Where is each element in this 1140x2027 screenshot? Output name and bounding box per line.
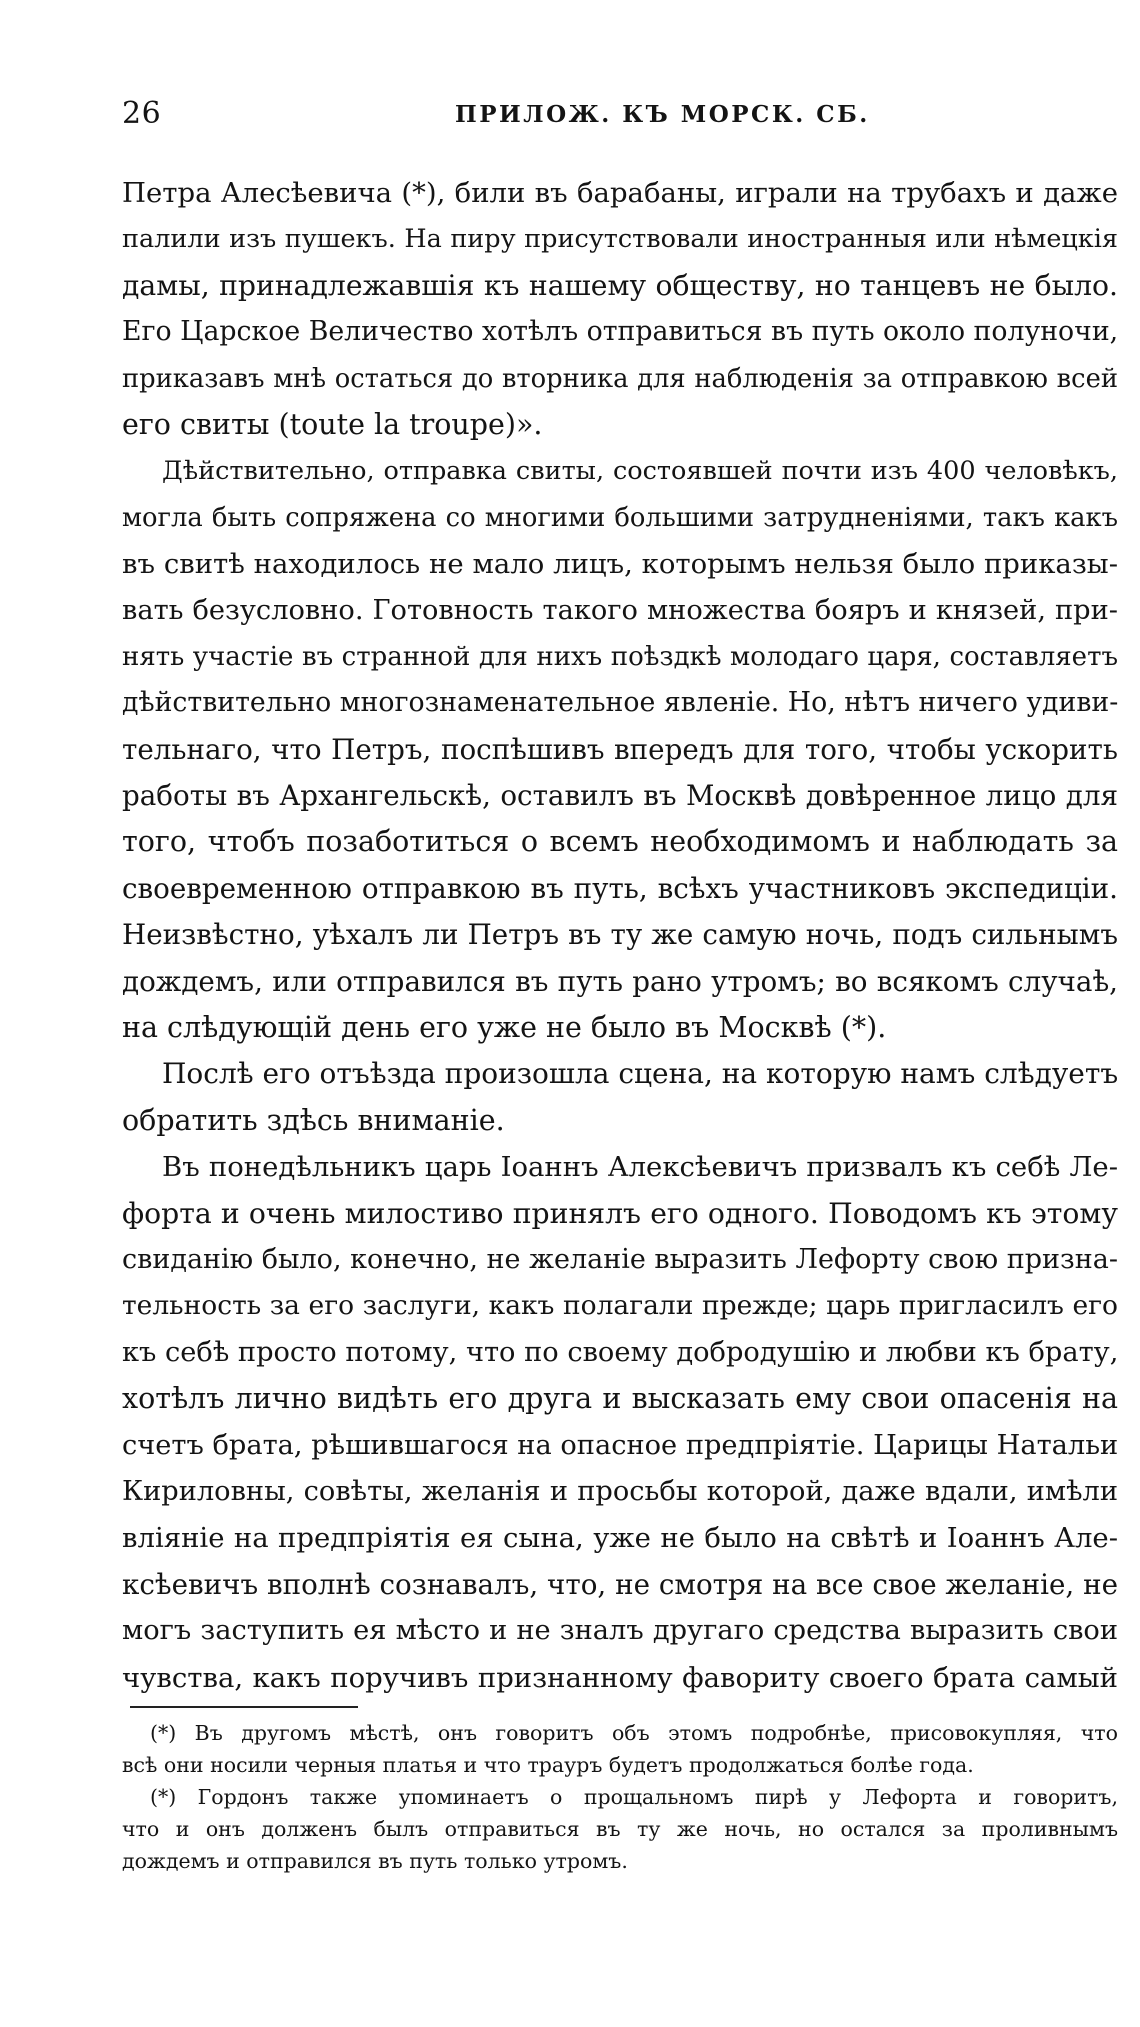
- body-line: могла быть сопряжена со многими большими затрудненіями, такъ какъ: [122, 502, 1118, 533]
- body-line: Петра Алесѣевича (*), били въ барабаны, играли на трубахъ и даже: [122, 177, 1118, 209]
- body-line: свиданію было, конечно, не желаніе выразить Лефорту свою призна-: [122, 1243, 1118, 1275]
- footnote-line: дождемъ и отправился въ путь только утромъ.: [122, 1849, 628, 1873]
- body-line: тельность за его заслуги, какъ полагали прежде; царь пригласилъ его: [122, 1290, 1118, 1322]
- body-line: палили изъ пушекъ. На пиру присутствовали иностранныя или нѣмецкія: [122, 224, 1118, 255]
- body-line: вать безусловно. Готовность такого множества бояръ и князей, при-: [122, 594, 1118, 626]
- footnote-line: что и онъ долженъ былъ отправиться въ ту же ночь, но остался за проливнымъ: [122, 1817, 1118, 1841]
- body-line: дамы, принадлежавшія къ нашему обществу, но танцевъ не было.: [122, 268, 1118, 302]
- body-line: чувства, какъ поручивъ признанному фавориту своего брата самый: [122, 1661, 1118, 1694]
- body-line: работы въ Архангельскѣ, оставилъ въ Москвѣ довѣренное лицо для: [122, 779, 1118, 813]
- body-line: Его Царское Величество хотѣлъ отправиться въ путь около полуночи,: [122, 316, 1119, 348]
- body-line: Неизвѣстно, уѣхалъ ли Петръ въ ту же самую ночь, подъ сильнымъ: [122, 918, 1118, 952]
- body-line: дѣйствительно многознаменательное явленіе. Но, нѣтъ ничего удиви-: [122, 687, 1119, 719]
- footnote-line: всѣ они носили черныя платья и что трауръ будетъ продолжаться болѣе года.: [122, 1753, 974, 1777]
- body-line: его свиты (toute la troupe)».: [122, 407, 543, 441]
- body-line: дождемъ, или отправился въ путь рано утромъ; во всякомъ случаѣ,: [122, 964, 1118, 998]
- body-line: Кириловны, совѣты, желанія и просьбы которой, даже вдали, имѣли: [122, 1475, 1118, 1507]
- body-line: тельнаго, что Петръ, поспѣшивъ впередъ для того, чтобы ускорить: [122, 732, 1118, 766]
- body-line: вліяніе на предпріятія ея сына, уже не было на свѣтѣ и Іоаннъ Але-: [122, 1522, 1118, 1555]
- body-line: Послѣ его отъѣзда произошла сцена, на которую намъ слѣдуетъ: [162, 1057, 1119, 1091]
- footnotes: [122, 1717, 1118, 1877]
- footnote-divider: [130, 1706, 358, 1708]
- body-text: [122, 170, 1118, 1701]
- footnote-line: (*) Въ другомъ мѣстѣ, онъ говоритъ объ этомъ подробнѣе, присовокупляя, что: [150, 1721, 1118, 1745]
- body-line: приказавъ мнѣ остаться до вторника для наблюденія за отправкою всей: [122, 363, 1118, 394]
- body-line: счетъ брата, рѣшившагося на опасное предпріятіе. Царицы Натальи: [122, 1429, 1119, 1461]
- body-line: могъ заступить ея мѣсто и не зналъ другаго средства выразить свои: [122, 1615, 1118, 1647]
- body-line: форта и очень милостиво принялъ его одного. Поводомъ къ этому: [122, 1196, 1118, 1230]
- body-line: къ себѣ просто потому, что по своему добродушію и любви къ брату,: [122, 1336, 1119, 1368]
- body-line: своевременною отправкою въ путь, всѣхъ участниковъ экспедиціи.: [122, 871, 1118, 905]
- body-line: обратить здѣсь вниманіе.: [122, 1103, 505, 1137]
- body-line: на слѣдующій день его уже не было въ Москвѣ (*).: [122, 1011, 887, 1045]
- body-line: Дѣйствительно, отправка свиты, состоявшей почти изъ 400 человѣкъ,: [162, 456, 1118, 487]
- body-line: нять участіе въ странной для нихъ поѣздкѣ молодаго царя, составляетъ: [122, 641, 1118, 672]
- body-line: ксѣевичъ вполнѣ сознавалъ, что, не смотря на все свое желаніе, не: [122, 1567, 1118, 1601]
- page-number: 26: [122, 96, 162, 131]
- body-line: Въ понедѣльникъ царь Іоаннъ Алексѣевичъ призвалъ къ себѣ Ле-: [162, 1151, 1118, 1184]
- footnote-line: (*) Гордонъ также упоминаетъ о прощальномъ пирѣ у Лефорта и говоритъ,: [150, 1785, 1118, 1809]
- body-line: въ свитѣ находилось не мало лицъ, которымъ нельзя было приказы-: [122, 548, 1118, 581]
- running-head: ПРИЛОЖ. КЪ МОРСК. СБ.: [455, 101, 870, 128]
- body-line: того, чтобъ позаботиться о всемъ необходимомъ и наблюдать за: [122, 825, 1118, 859]
- body-line: хотѣлъ лично видѣть его друга и высказать ему свои опасенія на: [122, 1382, 1118, 1416]
